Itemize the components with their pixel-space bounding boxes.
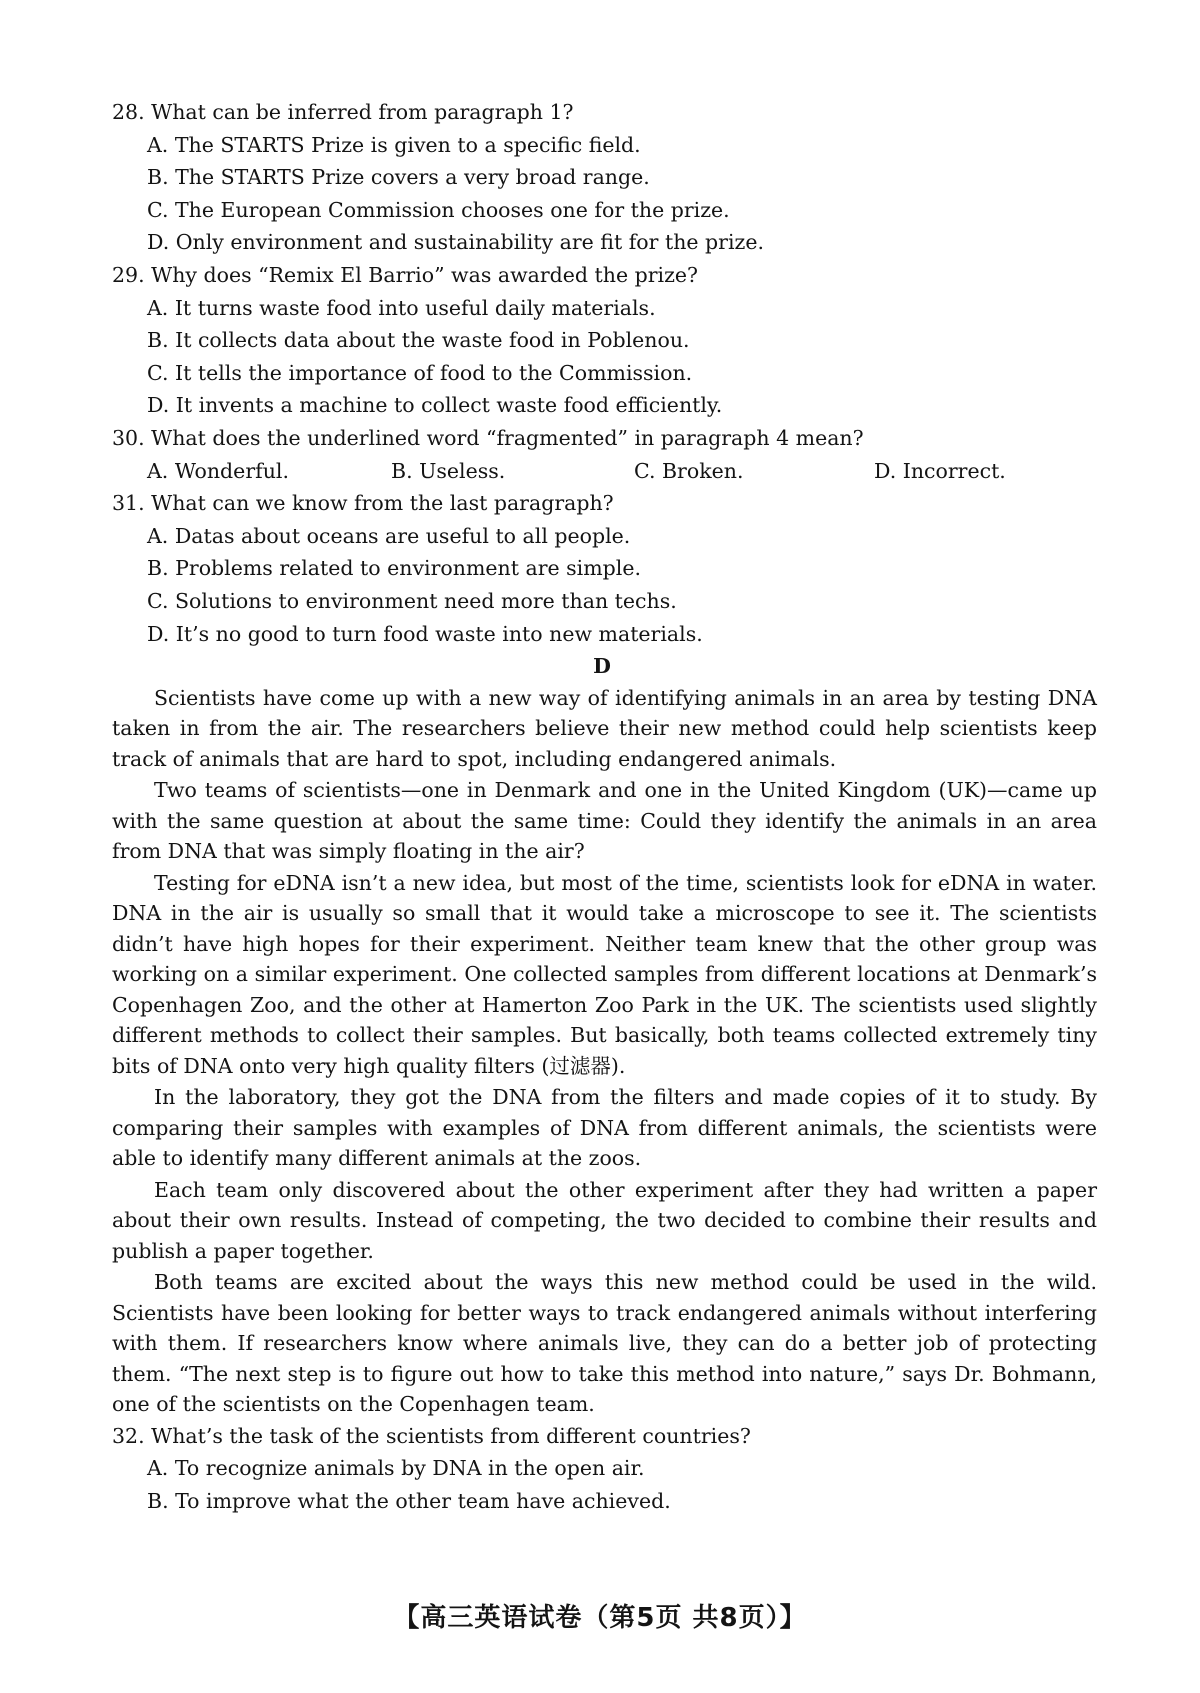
section-d-paragraph-2: Two teams of scientists—one in Denmark and one in the United Kingdom (UK)—came up with the same question at about the same time: Could they identify the animals in an area from DNA that was simply floating in the air? — [112, 778, 1097, 864]
question-28-option-a: A. The STARTS Prize is given to a specific field. — [147, 132, 641, 157]
question-30-option-a: A. Wonderful. — [147, 458, 289, 483]
question-30-option-b: B. Useless. — [391, 458, 506, 483]
page-content — [112, 96, 1097, 1517]
question-29-option-c: C. It tells the importance of food to the Commission. — [147, 360, 693, 385]
question-30-option-c: C. Broken. — [634, 458, 744, 483]
section-d-paragraph-5: Each team only discovered about the other experiment after they had written a paper about their own results. Instead of competing, the two decided to combine their results and publish a paper together. — [112, 1177, 1097, 1263]
question-30-option-d: D. Incorrect. — [874, 458, 1006, 483]
section-d-paragraph-4: In the laboratory, they got the DNA from the filters and made copies of it to study. By comparing their samples with examples of DNA from different animals, the scientists were able to identify many different animals at the zoos. — [112, 1085, 1097, 1171]
question-30-options — [112, 455, 1092, 488]
question-31-option-a: A. Datas about oceans are useful to all people. — [147, 523, 631, 548]
question-30-stem: 30. What does the underlined word “fragmented” in paragraph 4 mean? — [112, 425, 864, 450]
question-29-stem: 29. Why does “Remix El Barrio” was awarded the prize? — [112, 262, 699, 287]
question-31-option-c: C. Solutions to environment need more than techs. — [147, 588, 677, 613]
question-31-option-d: D. It’s no good to turn food waste into new materials. — [147, 621, 703, 646]
question-32-stem: 32. What’s the task of the scientists from different countries? — [112, 1423, 751, 1448]
question-31-stem: 31. What can we know from the last paragraph? — [112, 491, 614, 516]
section-d-title: D — [593, 654, 611, 679]
question-32-option-b: B. To improve what the other team have achieved. — [147, 1488, 671, 1513]
question-28-stem: 28. What can be inferred from paragraph 1? — [112, 100, 574, 124]
question-29-option-a: A. It turns waste food into useful daily materials. — [147, 295, 656, 320]
question-32-option-a: A. To recognize animals by DNA in the open air. — [147, 1456, 645, 1481]
section-d-paragraph-1: Scientists have come up with a new way of identifying animals in an area by testing DNA taken in from the air. The researchers believe their new method could help scientists keep track of animals that are hard to spot, including endangered animals. — [112, 685, 1097, 771]
page-footer: 【高三英语试卷（第5页 共8页）】 — [393, 1603, 807, 1633]
question-28-option-c: C. The European Commission chooses one for the prize. — [147, 197, 730, 222]
question-29-option-b: B. It collects data about the waste food in Poblenou. — [147, 328, 690, 353]
question-28-option-d: D. Only environment and sustainability are fit for the prize. — [147, 230, 764, 255]
question-28-option-b: B. The STARTS Prize covers a very broad range. — [147, 165, 650, 190]
question-31-option-b: B. Problems related to environment are simple. — [147, 556, 641, 581]
section-d-paragraph-6: Both teams are excited about the ways this new method could be used in the wild. Scientists have been looking for better ways to track endangered animals without interfering with them. If researchers know where animals live, they can do a better job of protecting them. “The next step is to figure out how to take this method into nature,” says Dr. Bohmann, one of the scientists on the Copenhagen team. — [112, 1270, 1097, 1417]
question-29-option-d: D. It invents a machine to collect waste food efficiently. — [147, 393, 723, 418]
section-d-paragraph-3: Testing for eDNA isn’t a new idea, but most of the time, scientists look for eDNA in water. DNA in the air is usually so small that it would take a microscope to see it. The scientists didn’t have high hopes for their experiment. Neither team knew that the other group was working on a similar experiment. One collected samples from different locations at Denmark’s Copenhagen Zoo, and the other at Hamerton Zoo Park in the UK. The scientists used slightly different methods to collect their samples. But basically, both teams collected extremely tiny bits of DNA onto very high quality filters (过滤器). — [112, 870, 1097, 1078]
